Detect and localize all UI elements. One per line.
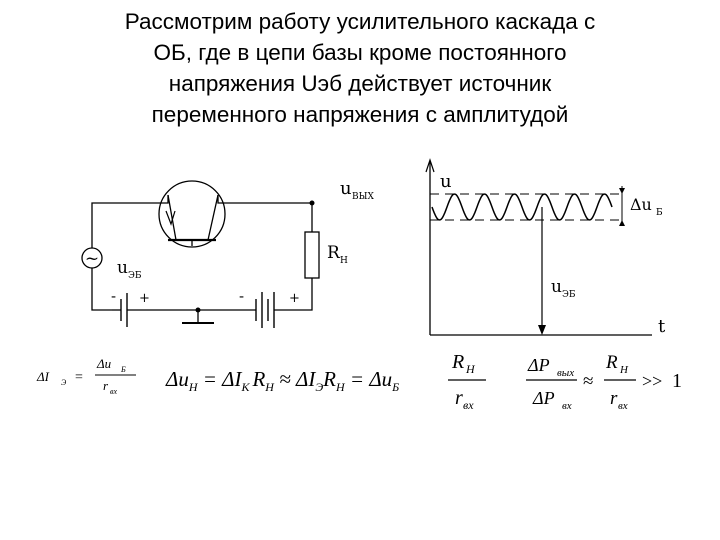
battery1-plus: +: [139, 291, 150, 306]
du-arrowhead-top: [619, 188, 625, 194]
title-line-4: переменного напряжения с амплитудой: [151, 102, 569, 127]
f3-num: ΔP: [528, 355, 550, 375]
ground-node: [196, 308, 201, 313]
voltage-time-graph: [426, 160, 652, 335]
f3-num-sub: вых: [557, 367, 575, 379]
f2-t1: Δu: [166, 367, 189, 391]
graph-ueb-label: u: [551, 277, 562, 297]
u-out-sub: ВЫХ: [352, 192, 374, 202]
f2-t2rs: Н: [265, 380, 274, 394]
transistor-emitter: [168, 195, 176, 240]
ueb-arrowhead: [538, 325, 546, 335]
f3-one: 1: [672, 370, 682, 392]
f1-eq: =: [75, 370, 83, 385]
title-line-3: напряжения Uэб действует источник: [168, 71, 552, 96]
f2-t3rs: Н: [336, 380, 345, 394]
f3-den-sub: вх: [562, 400, 572, 412]
transistor-body: [159, 181, 225, 247]
rload-sub: Н: [340, 256, 348, 266]
f2-t2s: К: [241, 380, 250, 394]
f2-frac-num-sub: Н: [466, 362, 475, 376]
f2-frac-den: r: [455, 387, 463, 409]
f2-approx1: ≈ ΔI: [273, 367, 316, 391]
du-arrowhead-bottom: [619, 220, 625, 226]
f3-num2: R: [606, 352, 618, 373]
f1-den: r: [103, 378, 109, 393]
graph-ueb-sub: ЭБ: [562, 290, 576, 300]
formula-power-gain: [526, 352, 682, 412]
f1-lhs: ΔI: [37, 369, 49, 384]
battery2-minus: -: [239, 287, 245, 305]
source-bottom-wire: [92, 268, 112, 310]
load-resistor: [305, 232, 319, 278]
common-base-circuit: [82, 181, 319, 328]
f2-t2r: R: [252, 367, 266, 391]
f3-den2-sub: вх: [618, 400, 628, 412]
ac-source-symbol: ~: [84, 249, 100, 269]
f2-frac-den-sub: вх: [463, 398, 474, 412]
output-node: [310, 201, 315, 206]
ueb-label: u: [117, 258, 128, 278]
u-out-label: u: [340, 178, 352, 199]
f2-main: [165, 367, 399, 394]
graph-y-label: u: [440, 171, 452, 192]
battery1-minus: -: [111, 287, 117, 305]
rload-label: R: [327, 243, 340, 263]
f3-approx: ≈: [583, 371, 594, 392]
f3-much-greater: >>: [642, 371, 663, 391]
formula-output-voltage: [165, 351, 486, 412]
battery2-plus: +: [289, 291, 300, 306]
f1-num: Δu: [97, 356, 112, 371]
transistor-collector: [208, 195, 218, 240]
sine-wave: [432, 194, 612, 220]
f2-eq1: = ΔI: [197, 367, 242, 391]
emitter-arrow: [166, 211, 175, 224]
f1-den-sub: вх: [110, 387, 118, 396]
title-line-2: ОБ, где в цепи базы кроме постоянного: [153, 40, 567, 65]
f2-t3s: Э: [315, 380, 324, 394]
f2-frac-num: R: [452, 351, 465, 373]
du-sub: Б: [656, 208, 663, 218]
graph-x-label: t: [658, 316, 666, 337]
emitter-wire: [92, 195, 168, 248]
collector-wire: [218, 195, 312, 203]
formula-emitter-current: [36, 356, 136, 396]
f2-t4s: Б: [392, 380, 400, 394]
f2-t1s: Н: [188, 380, 198, 394]
f2-eq2: = Δu: [344, 367, 393, 391]
f3-den2: r: [610, 388, 618, 409]
f3-den: ΔP: [533, 388, 555, 408]
title-line-1: Рассмотрим работу усилительного каскада с: [124, 9, 596, 34]
du-label: Δu: [630, 195, 652, 214]
f3-num2-sub: Н: [620, 364, 628, 376]
f2-t3r: R: [323, 367, 336, 391]
f1-num-sub: Б: [121, 365, 126, 374]
f1-lhs-sub: Э: [61, 378, 67, 387]
ueb-sub: ЭБ: [128, 271, 142, 281]
